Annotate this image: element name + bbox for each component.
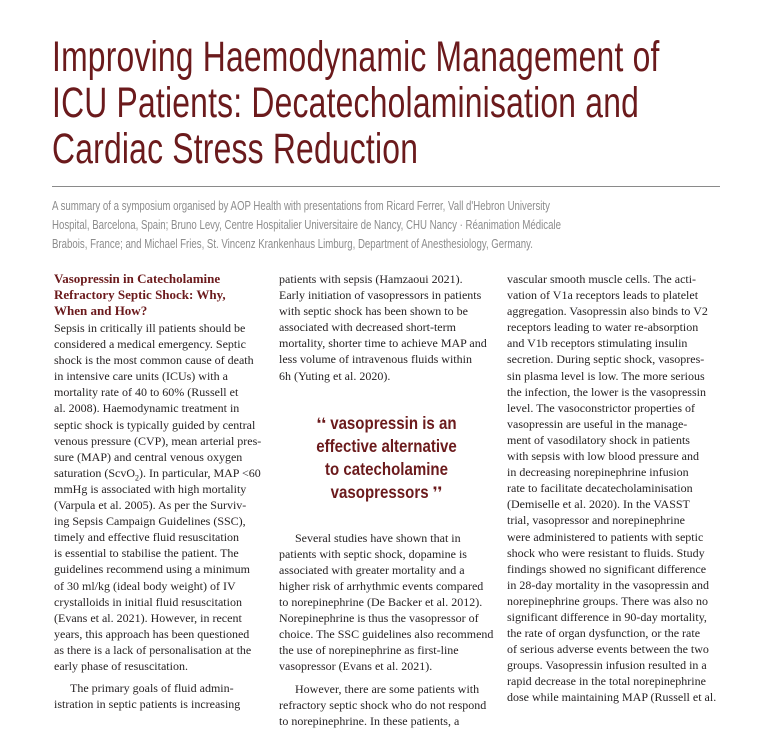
text-line: istration in septic patients is increasing: [54, 697, 241, 712]
text-line: Early initiation of vasopressors in patients: [279, 288, 482, 303]
text-line: crystalloids in initial fluid resuscitation: [54, 594, 242, 609]
text-line: were administered to patients with septic: [507, 529, 704, 544]
paragraph: [507, 271, 722, 706]
text-line: mmHg is associated with high mortality: [54, 481, 247, 496]
text-line: less volume of intravenous fluids within: [279, 352, 472, 367]
pull-quote-line: to catecholamine: [325, 458, 448, 479]
text-line: [54, 465, 269, 481]
text-line: Norepinephrine is thus the vasopressor of: [279, 611, 479, 626]
title-line: Improving Haemodynamic Management of: [52, 33, 660, 81]
article-summary: [52, 196, 720, 253]
text-line: in decreasing norepinephrine infusion: [507, 465, 689, 480]
text-line: However, there are some patients with: [295, 681, 480, 696]
pull-quote-line: effective alternative: [316, 435, 457, 456]
close-quote-icon: ❜❜: [432, 482, 443, 502]
paragraph: [54, 320, 269, 674]
text-line: aggregation. Vasopressin also binds to V2: [507, 304, 708, 319]
text-line: vascular smooth muscle cells. The acti-: [507, 272, 697, 286]
text-line: guidelines recommend using a minimum: [54, 562, 250, 577]
text-line: with sepsis with low blood pressure and: [507, 449, 699, 464]
paragraph: [279, 271, 494, 384]
text-line: venous pressure (CVP), mean arterial pres-: [54, 433, 262, 448]
text-line: ment of vasodilatory shock in patients: [507, 432, 690, 447]
text-line: to norepinephrine. In these patients, a: [279, 713, 460, 728]
text-line: patients with sepsis (Hamzaoui 2021).: [279, 272, 463, 286]
text-line: The primary goals of fluid admin-: [70, 681, 234, 696]
text-fragment: ). In particular, MAP <60: [138, 465, 261, 480]
open-quote-icon: ❛❛: [316, 413, 327, 433]
text-line: al. 2008). Haemodynamic treatment in: [54, 401, 240, 416]
text-line: considered a medical emergency. Septic: [54, 337, 246, 352]
pull-quote-text: vasopressin is an: [330, 412, 457, 433]
text-line: of 30 ml/kg (ideal body weight) of IV: [54, 578, 236, 593]
column-3: [507, 271, 722, 706]
pull-quote-text: vasopressors: [330, 481, 429, 502]
section-heading: [54, 271, 269, 319]
text-fragment: saturation (ScvO: [54, 465, 135, 480]
article-title: [52, 33, 660, 173]
text-line: significant difference in 90-day mortality,: [507, 609, 707, 624]
title-line: Cardiac Stress Reduction: [52, 125, 419, 173]
text-line: the infection, the lower is the vasopressin: [507, 384, 706, 399]
title-divider: [52, 186, 720, 187]
text-line: mortality rate of 40 to 60% (Russell et: [54, 385, 239, 400]
text-line: choice. The SSC guidelines also recommend: [279, 627, 494, 642]
text-line: rate to facilitate decatecholaminisation: [507, 481, 693, 496]
heading-line: When and How?: [54, 303, 148, 318]
text-line: receptors leading to water re-absorption: [507, 320, 699, 335]
paragraph: [279, 530, 494, 675]
text-line: (Evans et al. 2021). However, in recent: [54, 610, 242, 625]
text-line: timely and effective fluid resuscitation: [54, 530, 240, 545]
text-line: to norepinephrine (De Backer et al. 2012).: [279, 595, 483, 610]
text-line: refractory septic shock who do not respond: [279, 697, 487, 712]
text-line: vation of V1a receptors leads to platelet: [507, 288, 699, 303]
pull-quote-line: [294, 481, 479, 504]
text-line: the rate of organ dysfunction, or the rate: [507, 626, 701, 641]
text-line: groups. Vasopressin infusion resulted in a: [507, 658, 707, 673]
text-line: secretion. During septic shock, vasopres-: [507, 352, 705, 367]
text-line: as there is a lack of personalisation at the: [54, 642, 252, 657]
summary-line: A summary of a symposium organised by AOP Health with presentations from Ricard Ferrer, Vall d'Hebron University: [52, 198, 550, 213]
summary-line: Brabois, France; and Michael Fries, St. Vincenz Krankenhaus Limburg, Department of Anesthesiology, Germany.: [52, 236, 533, 251]
text-line: (Demiselle et al. 2020). In the VASST: [507, 497, 690, 512]
text-line: septic shock is typically guided by central: [54, 417, 256, 432]
text-line: early phase of resuscitation.: [54, 658, 188, 673]
text-line: sure (MAP) and central venous oxygen: [54, 449, 243, 464]
text-line: in intensive care units (ICUs) with a: [54, 369, 228, 384]
text-line: shock is the most common cause of death: [54, 353, 254, 368]
text-line: rapid decrease in the total norepinephrine: [507, 674, 706, 689]
text-line: ing Sepsis Campaign Guidelines (SSC),: [54, 514, 246, 529]
text-line: associated with decreased short-term: [279, 320, 456, 335]
text-line: level. The vasoconstrictor properties of: [507, 400, 696, 415]
text-line: dose while maintaining MAP (Russell et al.: [507, 690, 717, 705]
text-line: norepinephrine groups. There was also no: [507, 593, 709, 608]
text-line: Several studies have shown that in: [295, 530, 461, 545]
subscript: 2: [134, 473, 139, 483]
text-line: with septic shock has been shown to be: [279, 304, 468, 319]
text-line: findings showed no significant difference: [507, 561, 707, 576]
text-line: years, this approach has been questioned: [54, 626, 250, 641]
text-line: in 28-day mortality in the vasopressin and: [507, 577, 709, 592]
text-line: higher risk of arrhythmic events compared: [279, 578, 484, 593]
text-line: is essential to stabilise the patient. The: [54, 546, 239, 561]
text-line: of serious adverse events between the two: [507, 642, 709, 657]
paragraph: [279, 681, 494, 729]
text-line: trial, vasopressor and norepinephrine: [507, 513, 685, 528]
paragraph: [54, 680, 269, 712]
pull-quote-line: [294, 412, 479, 435]
text-line: (Varpula et al. 2005). As per the Surviv-: [54, 498, 247, 513]
text-line: the use of norepinephrine as first-line: [279, 643, 459, 658]
text-line: sin plasma level is low. The more serious: [507, 368, 705, 383]
title-line: ICU Patients: Decatecholaminisation and: [52, 79, 640, 127]
text-line: 6h (Yuting et al. 2020).: [279, 368, 391, 383]
text-line: patients with septic shock, dopamine is: [279, 546, 467, 561]
summary-line: Hospital, Barcelona, Spain; Bruno Levy, Centre Hospitalier Universitaire de Nancy, CHU Nancy · Réanimation Médicale: [52, 217, 561, 232]
heading-line: Refractory Septic Shock: Why,: [54, 287, 226, 302]
pull-quote: [279, 412, 494, 504]
column-1: [54, 271, 269, 712]
column-2: [279, 271, 494, 729]
text-line: vasopressor (Evans et al. 2021).: [279, 659, 433, 674]
text-line: Sepsis in critically ill patients should be: [54, 321, 246, 335]
text-line: shock who were resistant to fluids. Study: [507, 545, 705, 560]
text-line: associated with greater mortality and a: [279, 562, 465, 577]
text-line: mortality, shorter time to achieve MAP and: [279, 336, 487, 351]
text-line: and V1b receptors stimulating insulin: [507, 336, 688, 351]
heading-line: Vasopressin in Catecholamine: [54, 271, 221, 286]
text-line: vasopressin are useful in the manage-: [507, 416, 688, 431]
